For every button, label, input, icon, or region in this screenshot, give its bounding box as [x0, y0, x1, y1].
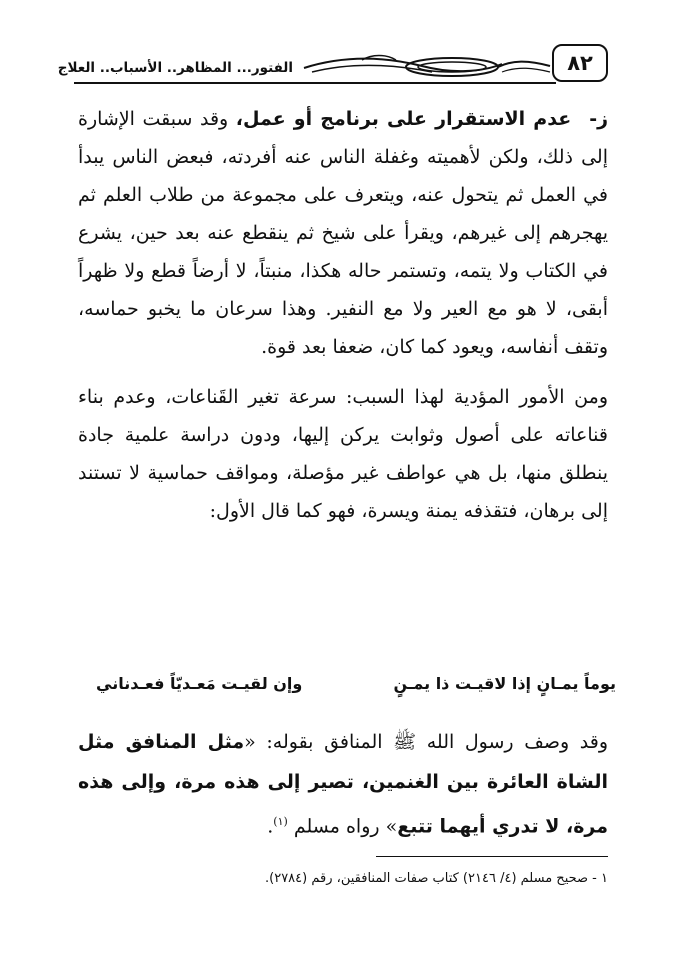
footnote: ١ - صحيح مسلم (٤/ ٢١٤٦) كتاب صفات المنافقين، رقم (٢٧٨٤).	[265, 871, 608, 886]
running-title: الفتور... المظاهر.. الأسباب.. العلاج	[57, 60, 293, 76]
hadith-intro: وقد وصف رسول الله ﷺ المنافق بقوله: «	[244, 731, 608, 753]
ornament-icon	[302, 52, 552, 82]
page-number: ٨٢	[552, 44, 608, 82]
verse-second-hemistich: وإن لقيـت مَعـديّاً فعـدناني	[96, 674, 303, 693]
section-heading: عدم الاستقرار على برنامج أو عمل،	[235, 108, 572, 130]
paragraph-1-text: وقد سبقت الإشارة إلى ذلك، ولكن لأهميته وغفلة الناس عنه أفردته، فبعض الناس يبدأ في العمل ثم يتحول عنه، ويتعرف على مجموعة من طلاب العلم ثم يهجرهم إلى غيرهم، ويقرأ على شيخ ثم ينقطع عنه بعد حين، يشرع في الكتاب ولا يتمه، وتستمر حاله هكذا، منبتاً، لا أرضاً قطع ولا ظهراً أبقى، لا هو مع العير ولا مع النفير. وهذا سرعان ما يخبو حماسه، وتقف أنفاسه، ويعود كما كان، ضعفا بعد قوة.	[78, 108, 608, 358]
poetry-verse	[96, 668, 616, 708]
hadith-close: » رواه مسلم	[293, 815, 398, 838]
verse-first-hemistich: يوماً يمـانٍ إذا لاقيـت ذا يمـنٍ	[393, 674, 616, 693]
footnote-divider	[376, 856, 608, 857]
footnote-reference: (١)	[273, 815, 288, 828]
paragraph-1	[78, 100, 608, 366]
list-marker: ز-	[589, 108, 609, 130]
hadith-paragraph: وقد وصف رسول الله ﷺ المنافق بقوله: «مثل المنافق مثل الشاة العائرة بين الغنمين، تصير إلى هذه مرة، وإلى هذه مرة، لا تدري أيهما تتبع» رواه مسلم $^{(١)}$.	[78, 731, 608, 838]
hadith-text: مثل المنافق مثل الشاة العائرة بين الغنمين، تصير إلى هذه مرة، وإلى هذه مرة، لا تدري أيهما تتبع	[78, 731, 608, 838]
main-text	[78, 100, 608, 530]
header-divider	[74, 82, 556, 84]
page-header	[57, 40, 608, 96]
paragraph-2: ومن الأمور المؤدية لهذا السبب: سرعة تغير القَناعات، وعدم بناء قناعاته على أصول وثوابت يركن إليها، ودون دراسة علمية جادة ينطلق منها، بل هي عواطف غير مؤصلة، ومواقف حماسية لا تستند إلى برهان، فتقذفه يمنة ويسرة، فهو كما قال الأول:	[78, 386, 608, 522]
